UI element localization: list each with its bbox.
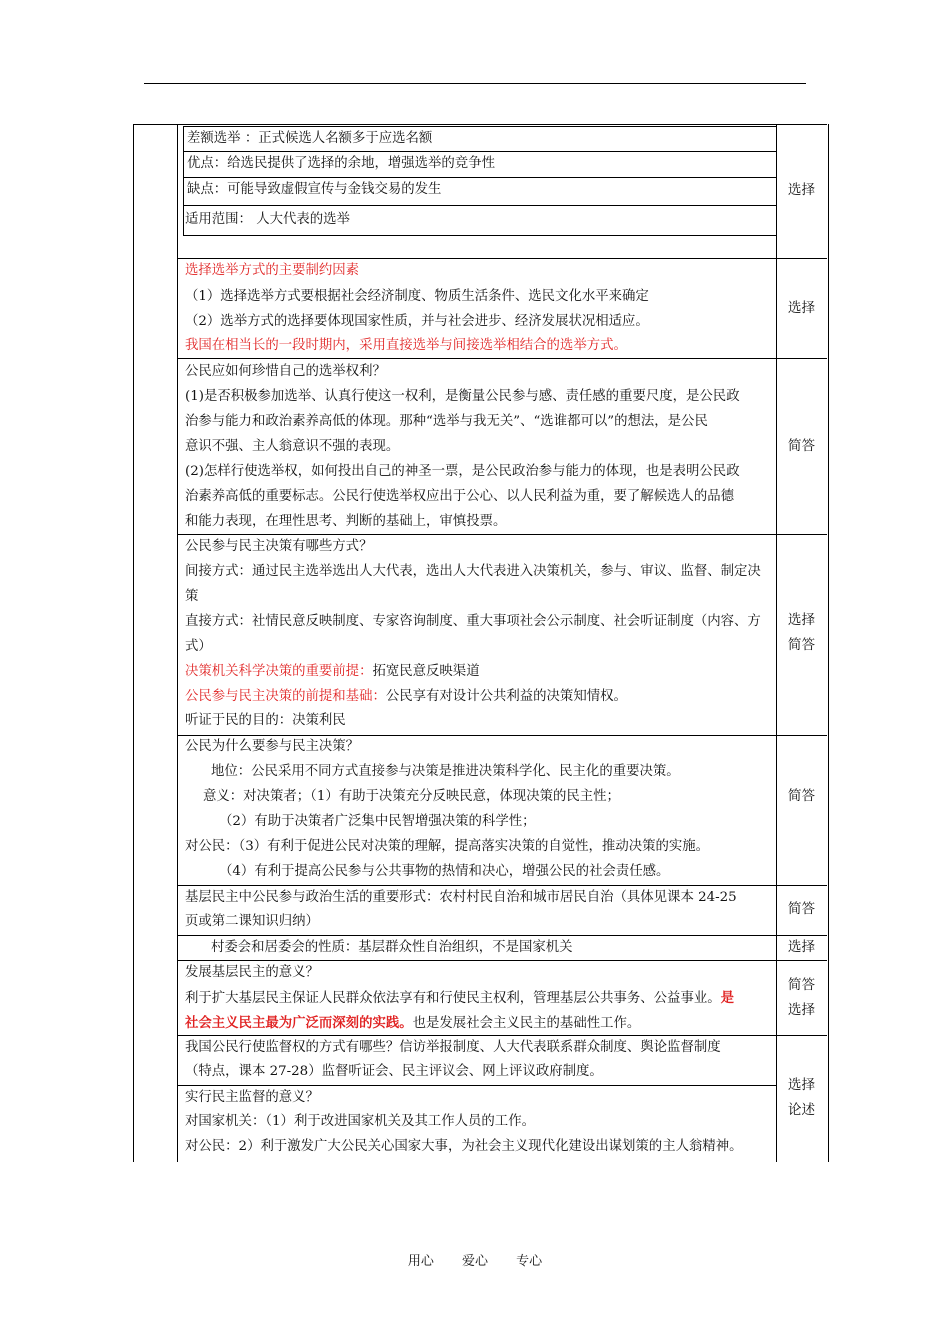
s1-line-3: 适用范围： 人大代表的选举 xyxy=(185,212,350,227)
s4-line-6 xyxy=(185,689,627,705)
s4-line-3: 直接方式：社情民意反映制度、专家咨询制度、重大事项社会公示制度、社会听证制度（内容、方 xyxy=(185,614,761,629)
s4-tag-1: 选择 xyxy=(787,612,816,628)
s5-line-1: 地位：公民采用不同方式直接参与决策是推进决策科学化、民主化的重要决策。 xyxy=(211,764,680,779)
s3-question: 公民应如何珍惜自己的选举权利？ xyxy=(185,364,386,379)
s3-line-6: 和能力表现，在理性思考、判断的基础上，审慎投票。 xyxy=(185,514,507,529)
s1-line-2: 缺点：可能导致虚假宣传与金钱交易的发生 xyxy=(187,182,442,197)
s3-line-4: (2)怎样行使选举权，如何投出自己的神圣一票，是公民政治参与能力的体现，也是表明公民政 xyxy=(185,464,740,479)
s4-line-1: 间接方式：通过民主选举选出人大代表，选出人大代表进入决策机关，参与、审议、监督、制定决 xyxy=(185,564,761,579)
s5-line-3: （2）有助于决策者广泛集中民智增强决策的科学性； xyxy=(219,814,536,829)
header-rule xyxy=(144,83,806,84)
s3-line-3: 意识不强、主人翁意识不强的表现。 xyxy=(185,439,400,454)
table-inner-left-border xyxy=(177,124,178,1162)
s6-tag: 简答 xyxy=(787,901,816,917)
s5-line-2: 意义：对决策者；（1）有助于决策充分反映民意，体现决策的民主性； xyxy=(203,789,620,804)
s6-line-1: 页或第二课知识归纳） xyxy=(185,914,319,929)
s3-tag: 简答 xyxy=(787,438,816,454)
row-border xyxy=(177,885,827,886)
s4-line-4: 式） xyxy=(185,639,212,654)
s8-text-1: 利于扩大基层民主保证人民群众依法享有和行使民主权利，管理基层公共事务、公益事业。 xyxy=(185,991,721,1006)
s5-line-4: 对公民：（3）有利于促进公民对决策的理解，提高落实决策的自觉性，推动决策的实施。 xyxy=(185,839,710,854)
s9-line-3: 对国家机关：（1）利于改进国家机关及其工作人员的工作。 xyxy=(185,1114,535,1129)
s8-red-emphasis: 社会主义民主最为广泛而深刻的实践。 xyxy=(185,1015,413,1031)
s8-question: 发展基层民主的意义？ xyxy=(185,965,319,980)
box-row-border xyxy=(183,205,776,206)
s9-question-2: 实行民主监督的意义？ xyxy=(185,1090,319,1105)
s4-red-label-1: 决策机关科学决策的重要前提： xyxy=(185,664,373,679)
s8-line-2 xyxy=(185,1015,640,1032)
s9-line-4: 对公民：2）利于激发广大公民关心国家大事，为社会主义现代化建设出谋划策的主人翁精神。 xyxy=(185,1139,743,1154)
s4-line-7: 听证于民的目的：决策利民 xyxy=(185,713,346,728)
s2-heading: 选择选举方式的主要制约因素 xyxy=(185,263,360,278)
s9-tag-2: 论述 xyxy=(787,1102,816,1118)
s2-line-3: 我国在相当长的一段时期内，采用直接选举与间接选举相结合的选举方式。 xyxy=(185,338,627,353)
box-row-border xyxy=(183,177,776,178)
s9-line-1: （特点，课本 27-28）监督听证会、民主评议会、网上评议政府制度。 xyxy=(185,1064,603,1079)
s4-tag-2: 简答 xyxy=(787,637,816,653)
row-border xyxy=(133,124,827,125)
s2-line-2: （2）选举方式的选择要体现国家性质，并与社会进步、经济发展状况相适应。 xyxy=(185,314,649,329)
s3-line-1: (1)是否积极参加选举、认真行使这一权利，是衡量公民参与感、责任感的重要尺度，是公民政 xyxy=(185,389,740,404)
s4-text-2: 公民享有对设计公共利益的决策知情权。 xyxy=(385,689,627,704)
s1-tag: 选择 xyxy=(787,182,816,198)
row-border xyxy=(177,935,827,936)
s5-question: 公民为什么要参与民主决策？ xyxy=(185,739,360,754)
s9-line-0: 我国公民行使监督权的方式有哪些？信访举报制度、人大代表联系群众制度、舆论监督制度 xyxy=(185,1040,721,1055)
row-border xyxy=(177,960,827,961)
page-footer: 用心 爱心 专心 xyxy=(407,1254,543,1269)
box-row-border xyxy=(183,151,776,152)
s7-tag: 选择 xyxy=(787,939,816,955)
s2-tag: 选择 xyxy=(787,300,816,316)
s5-line-5: （4）有利于提高公民参与公共事物的热情和决心，增强公民的社会责任感。 xyxy=(219,864,670,879)
row-border xyxy=(177,358,827,359)
s8-tag-2: 选择 xyxy=(787,1002,816,1018)
s5-tag: 简答 xyxy=(787,788,816,804)
row-border xyxy=(177,1035,827,1036)
s3-line-2: 治参与能力和政治素养高低的体现。那种“选举与我无关”、“选谁都可以”的想法，是公民 xyxy=(185,414,708,429)
row-border xyxy=(177,1085,776,1086)
s8-text-2: 也是发展社会主义民主的基础性工作。 xyxy=(412,1016,641,1031)
s9-tag-1: 选择 xyxy=(787,1077,816,1093)
s4-red-label-2: 公民参与民主决策的前提和基础： xyxy=(185,689,386,704)
s8-tag-1: 简答 xyxy=(787,977,816,993)
row-border xyxy=(177,258,827,259)
s7-line-0: 村委会和居委会的性质：基层群众性自治组织，不是国家机关 xyxy=(211,940,573,955)
s4-text-1: 拓宽民意反映渠道 xyxy=(372,664,480,679)
s4-line-5 xyxy=(185,664,480,680)
s1-line-0: 差额选举 ：正式候选人名额多于应选名额 xyxy=(187,131,433,146)
s4-question: 公民参与民主决策有哪些方式？ xyxy=(185,539,373,554)
s2-line-1: （1）选择选举方式要根据社会经济制度、物质生活条件、选民文化水平来确定 xyxy=(185,289,649,304)
s3-line-5: 治素养高低的重要标志。公民行使选举权应出于公心、以人民利益为重，要了解候选人的品德 xyxy=(185,489,735,504)
s8-line-1 xyxy=(185,990,734,1007)
row-border xyxy=(177,534,827,535)
s4-line-2: 策 xyxy=(185,589,199,604)
s6-line-0: 基层民主中公民参与政治生活的重要形式：农村村民自治和城市居民自治（具体见课本 24-25 xyxy=(185,890,737,905)
row-border xyxy=(177,735,827,736)
s1-line-1: 优点：给选民提供了选择的余地，增强选举的竞争性 xyxy=(187,156,495,171)
s8-red-start: 是 xyxy=(720,990,735,1006)
